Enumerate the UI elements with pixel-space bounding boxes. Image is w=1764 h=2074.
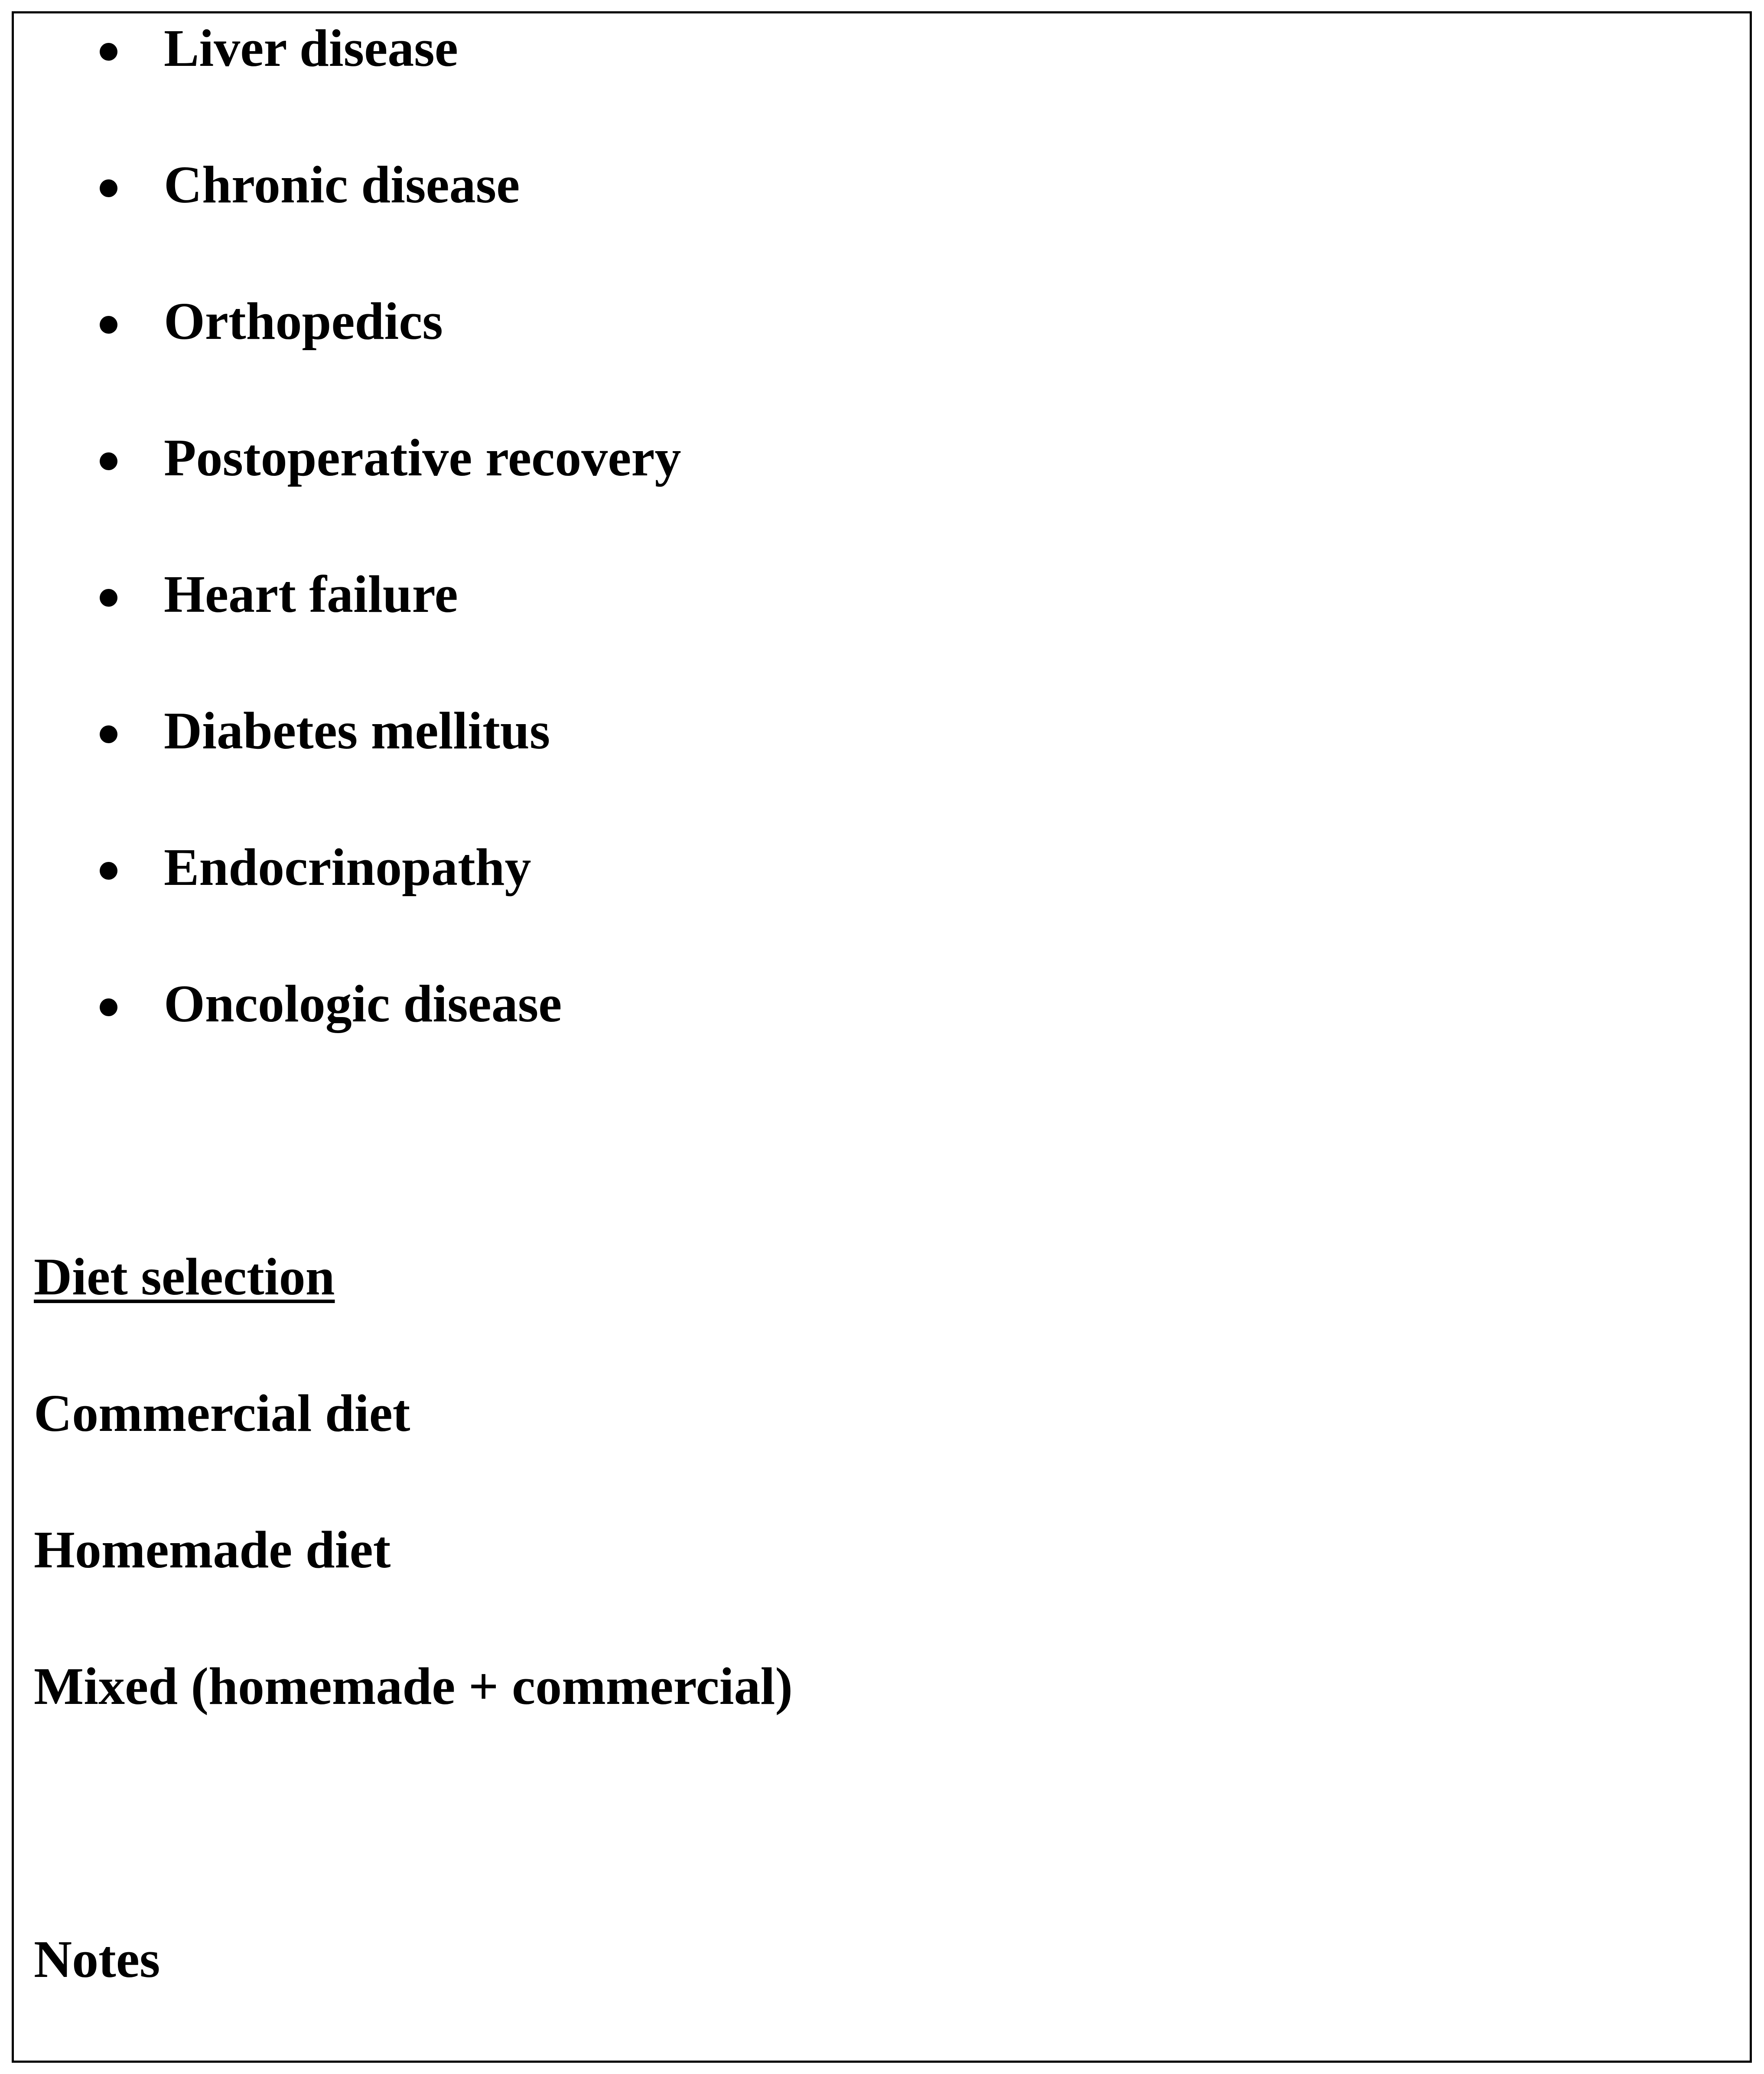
bullet-icon (100, 589, 117, 607)
notes-section (0, 1891, 1764, 2028)
condition-label: Liver disease (164, 19, 458, 78)
condition-label: Diabetes mellitus (164, 702, 550, 760)
condition-list-item (0, 0, 1764, 117)
bullet-icon (100, 862, 117, 880)
blank-line (0, 1072, 1764, 1209)
condition-list-item (0, 799, 1764, 936)
condition-list-item (0, 253, 1764, 390)
diet-option-homemade (0, 1482, 1764, 1618)
diet-selection-heading (0, 1209, 1764, 1345)
section-heading-text: Diet selection (34, 1248, 335, 1306)
bullet-icon (100, 725, 117, 743)
condition-list-item (0, 936, 1764, 1072)
condition-label: Oncologic disease (164, 975, 562, 1033)
condition-label: Endocrinopathy (164, 838, 531, 897)
diet-option-mixed (0, 1618, 1764, 1755)
condition-label: Heart failure (164, 565, 458, 624)
diet-option-label: Commercial diet (34, 1384, 410, 1443)
notes-label: Notes (34, 1930, 160, 1989)
blank-line (0, 1755, 1764, 1891)
bullet-icon (100, 998, 117, 1016)
condition-label: Orthopedics (164, 292, 443, 351)
condition-label: Chronic disease (164, 156, 520, 214)
condition-list-item (0, 526, 1764, 663)
condition-list-item (0, 117, 1764, 253)
condition-list-item (0, 390, 1764, 526)
diet-option-label: Mixed (homemade + commercial) (34, 1657, 793, 1716)
bullet-icon (100, 316, 117, 334)
condition-list-item (0, 663, 1764, 799)
diet-option-label: Homemade diet (34, 1521, 391, 1579)
bullet-icon (100, 179, 117, 197)
diet-option-commercial (0, 1345, 1764, 1482)
condition-label: Postoperative recovery (164, 429, 681, 487)
bullet-icon (100, 452, 117, 470)
bullet-icon (100, 43, 117, 61)
